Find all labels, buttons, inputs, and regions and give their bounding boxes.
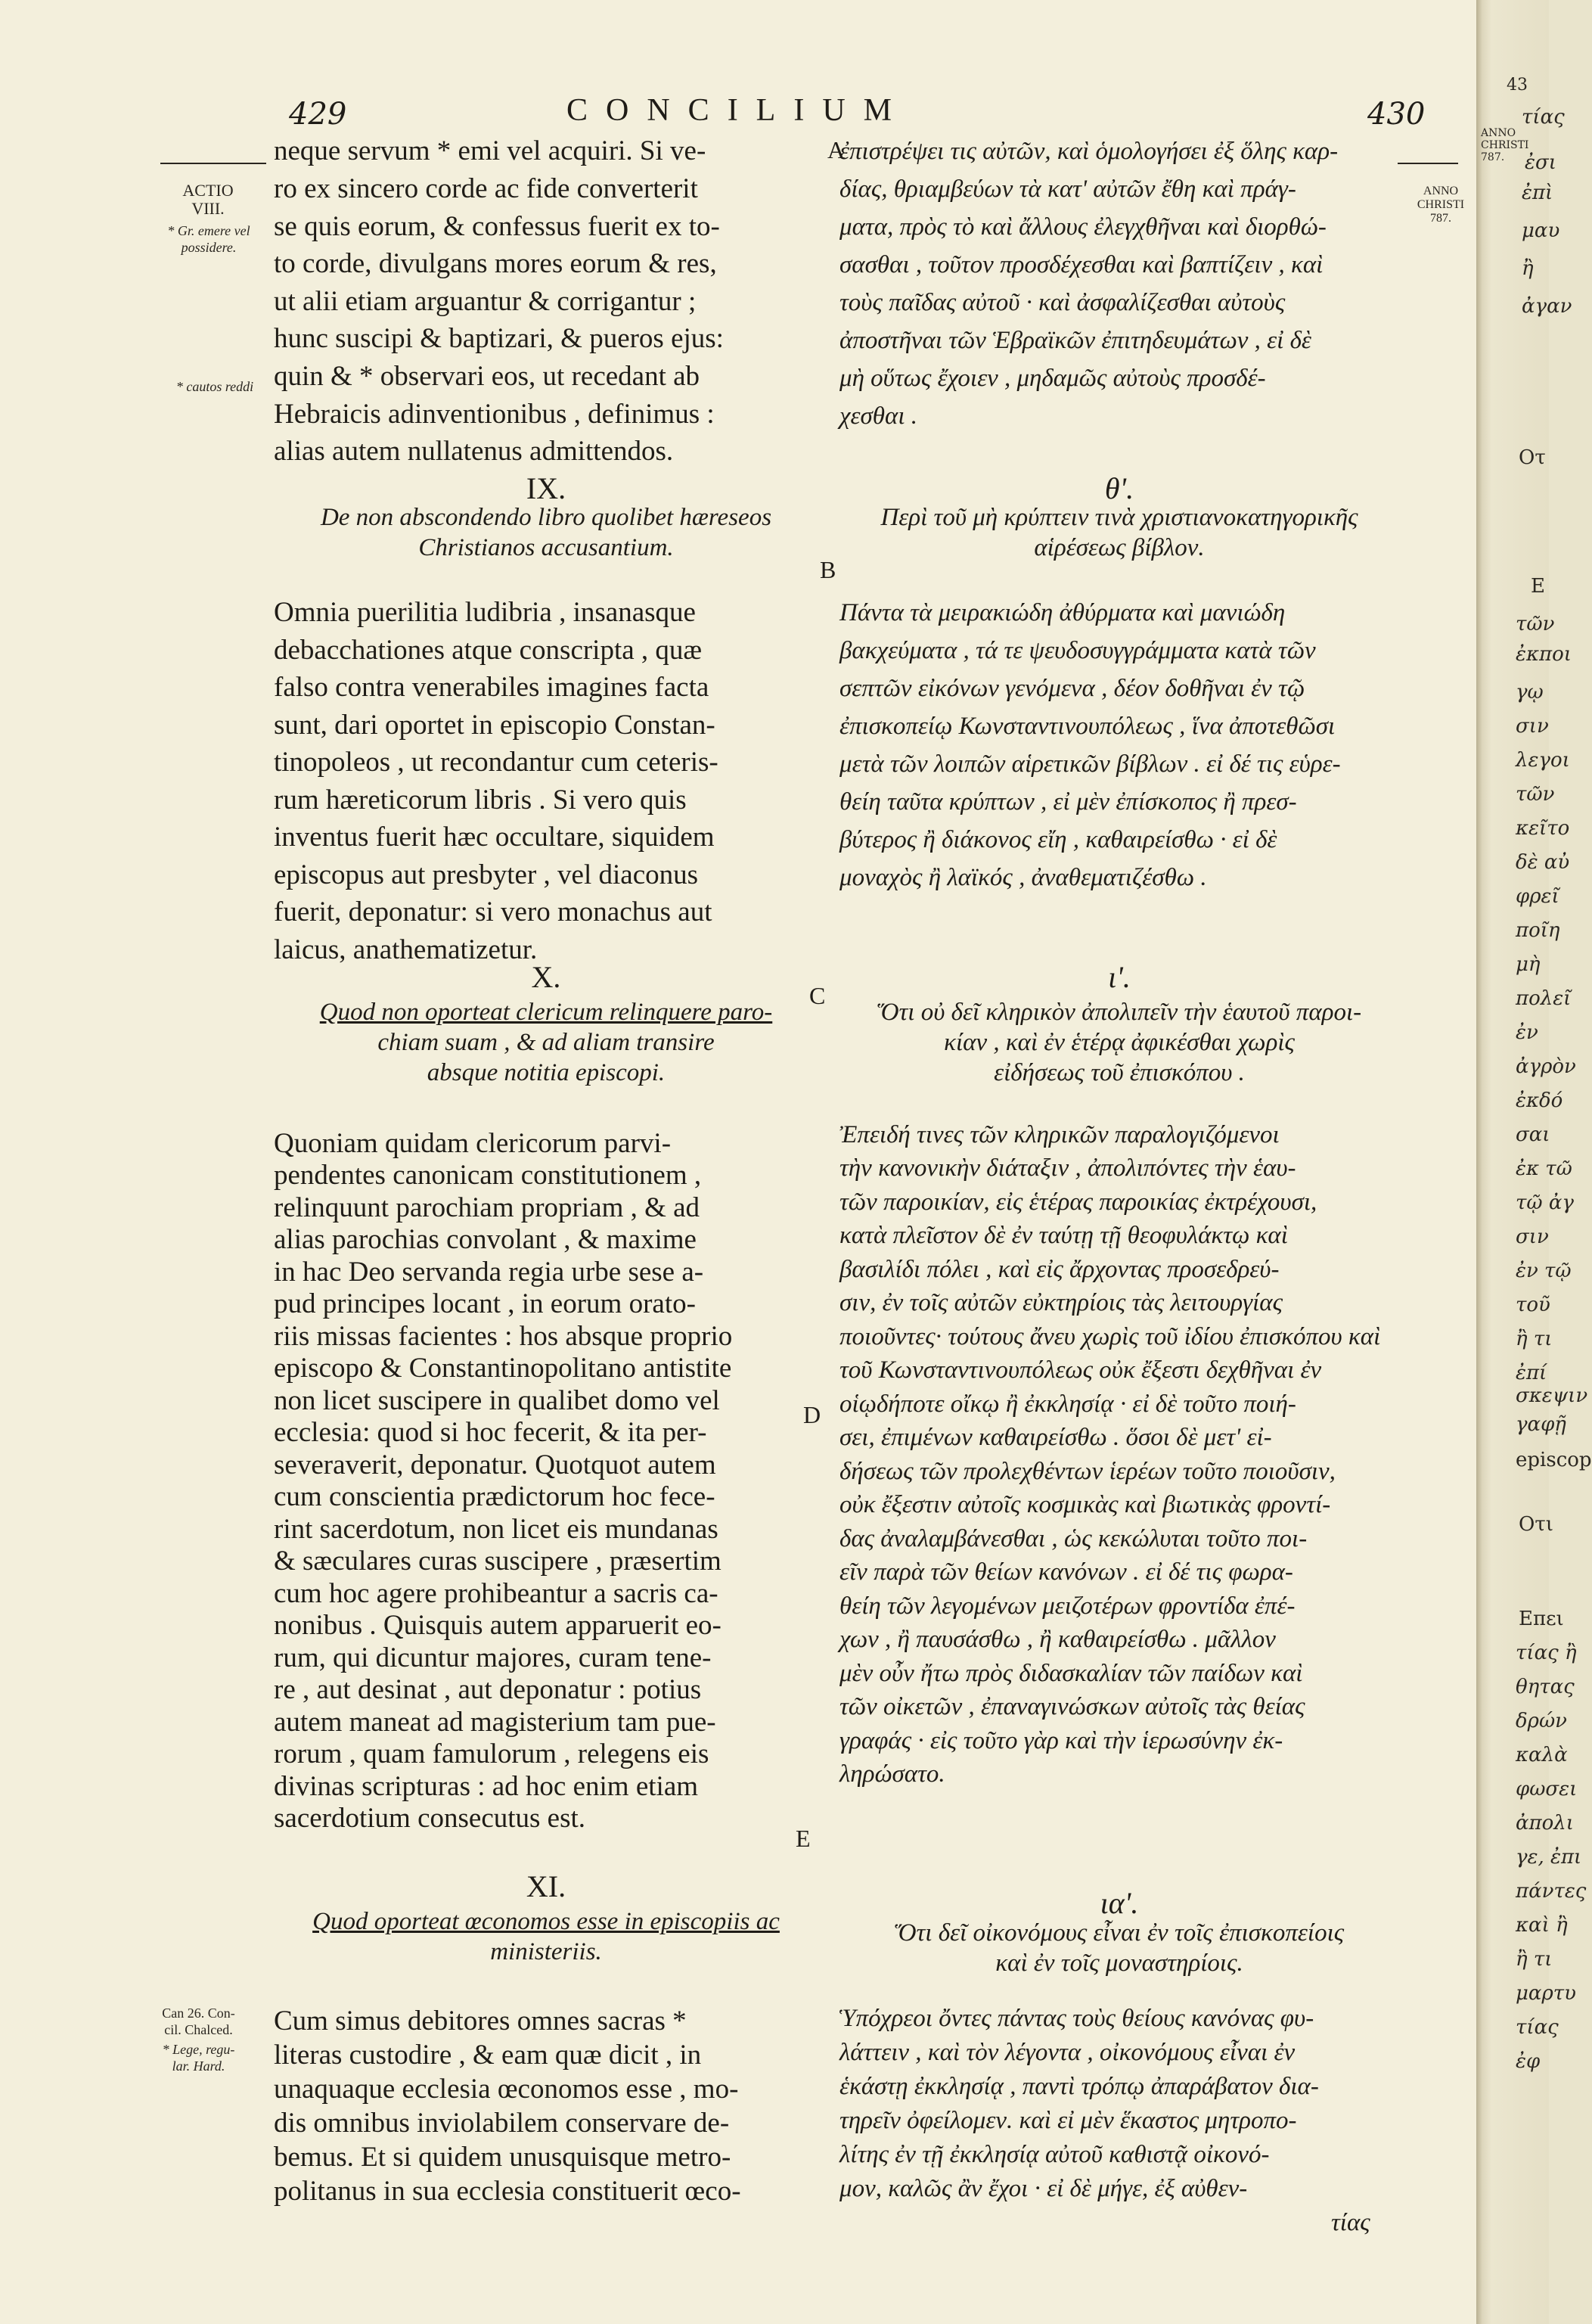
latin-line: neque servum * emi vel acquiri. Si ve- (274, 135, 706, 166)
latin-line: non licet suscipere in qualibet domo vel (274, 1385, 720, 1416)
latin-line: alias autem nullatenus admittendos. (274, 436, 674, 467)
next-page-text: ANNO (1481, 127, 1516, 139)
next-page-text: τοῦ (1516, 1294, 1550, 1316)
greek-line: μὲν οὖν ἤτω πρὸς διδασκαλίαν τῶν παίδων καὶ (839, 1660, 1303, 1687)
latin-line: hunc suscipi & baptizari, & pueros ejus: (274, 323, 724, 354)
greek-line: ἑκάστῃ ἐκκλησίᾳ , παντὶ τρόπῳ ἀπαράβατον δια- (839, 2073, 1319, 2100)
latin-line: pendentes canonicam constitutionem , (274, 1160, 702, 1191)
greek-line: τὴν κανονικὴν διάταξιν , ἀπολιπόντες τὴν ἑαυ- (839, 1154, 1296, 1182)
greek-line: τοὺς παῖδας αὐτοῦ · καὶ ἀσφαλίζεσθαι αὐτοὺς (839, 289, 1286, 316)
next-page-text: ἐπί (1516, 1362, 1547, 1384)
next-page-text: δὲ αὐ (1516, 851, 1570, 874)
next-page-text: λεγοι (1516, 749, 1570, 772)
latin-line: severaverit, deponatur. Quotquot autem (274, 1449, 716, 1480)
latin-line: Hebraicis adinventionibus , definimus : (274, 399, 715, 430)
next-page-text: φρεῖ (1516, 885, 1559, 908)
greek-line: εῖν παρὰ τῶν θείων κανόνων . εἰ δέ τις φωρα- (839, 1558, 1293, 1586)
next-page-text: τῶν (1516, 783, 1555, 806)
greek-line: βακχεύματα , τά τε ψευδοσυγγράμματα κατὰ τῶν (839, 637, 1316, 664)
margin-cautos: * cautos reddi (175, 379, 254, 394)
greek-line: μοναχὸς ἢ λαϊκός , ἀναθεματιζέσθω . (839, 864, 1207, 891)
section-letter-c: C (809, 982, 826, 1009)
next-page-text: 787. (1481, 151, 1505, 163)
running-title: CONCILIUM (566, 93, 910, 128)
greek-line: ματα, πρὸς τὸ καὶ ἄλλους ἐλεγχθῆναι καὶ διορθώ- (839, 213, 1327, 241)
next-page-text: Επει (1519, 1608, 1564, 1630)
page-number-right: 430 (1367, 97, 1426, 132)
latin-line: fuerit, deponatur: si vero monachus aut (274, 896, 712, 927)
next-page-text: μαυ (1522, 219, 1560, 242)
next-page-text: ἢ τι (1516, 1948, 1553, 1971)
greek-line: Ἐπειδή τινες τῶν κληρικῶν παραλογιζόμενοι (839, 1121, 1280, 1148)
section-letter-a: A (827, 136, 846, 163)
section-letter-e: E (796, 1825, 811, 1852)
greek-section-11-title: Ὅτι δεῖ οἰκονόμους εἶναι ἐν τοῖς ἐπισκοπείοις καὶ ἐν τοῖς μοναστηρίοις. (894, 1919, 1345, 1977)
next-page-text: ἢ (1522, 257, 1534, 280)
next-page-text: πάντες (1516, 1880, 1587, 1903)
next-page-text: episcop (1516, 1449, 1592, 1471)
next-page-text: ἢ τι (1516, 1328, 1553, 1350)
next-page-text: φωσει (1516, 1778, 1578, 1800)
latin-line: rorum , quam famulorum , relegens eis (274, 1738, 709, 1769)
latin-line: episcopus aut presbyter , vel diaconus (274, 859, 699, 890)
greek-line: ἐπισκοπείῳ Κωνσταντινουπόλεως , ἵνα ἀποτεθῶσι (839, 713, 1336, 740)
greek-section-10-number: ι'. (1108, 960, 1131, 994)
next-page-text: ἐκ τῶ (1516, 1157, 1572, 1180)
latin-line: Cum simus debitores omnes sacras * (274, 2006, 687, 2037)
next-page-text: Ε (1531, 575, 1545, 598)
greek-line: τίας (1331, 2209, 1370, 2236)
latin-line: in hac Deo servanda regia urbe sese a- (274, 1257, 704, 1288)
latin-column (274, 0, 818, 2324)
greek-line: τοῦ Κωνσταντινουπόλεως οὐκ ἔξεστι δεχθῆναι ἐν (839, 1356, 1322, 1384)
latin-line: rum, qui dicuntur majores, curam tene- (274, 1642, 712, 1673)
greek-line: μὴ οὕτως ἔχοιεν , μηδαμῶς αὐτοὺς προσδέ- (839, 365, 1266, 392)
next-page-text: ἐν (1516, 1021, 1538, 1044)
latin-line: divinas scripturas : ad hoc enim etiam (274, 1771, 699, 1802)
latin-line: cum hoc agere prohibeantur a sacris ca- (274, 1578, 718, 1609)
next-page-text: καὶ ἢ (1516, 1914, 1568, 1937)
latin-line: unaquaque ecclesia œconomos esse , mo- (274, 2074, 739, 2105)
latin-line: episcopo & Constantinopolitano antistite (274, 1353, 732, 1384)
latin-line: laicus, anathematizetur. (274, 934, 538, 965)
next-page-text: τίας ἢ (1516, 1642, 1577, 1664)
latin-line: ecclesia: quod si hoc fecerit, & ita per- (274, 1417, 707, 1448)
greek-line: θείη τῶν λεγομένων μειζοτέρων φροντίδα ἐπέ- (839, 1592, 1296, 1620)
next-page-text: σαι (1516, 1123, 1550, 1146)
latin-line: Quoniam quidam clericorum parvi- (274, 1128, 672, 1159)
next-page-text: δρών (1516, 1710, 1567, 1732)
greek-section-9-title: Περὶ τοῦ μὴ κρύπτειν τινὰ χριστιανοκατηγορικῆς αἱρέσεως βίβλον. (880, 504, 1358, 561)
section-letter-d: D (803, 1401, 821, 1428)
greek-line: σιν, ἐν τοῖς αὐτῶν εὐκτηρίοις τὰς λειτουργίας (839, 1289, 1283, 1316)
latin-section-10-title: Quod non oporteat clericum relinquere paro- chiam suam , & ad aliam transire absque notitia episcopi. (319, 999, 773, 1086)
latin-line: quin & * observari eos, ut recedant ab (274, 361, 700, 392)
greek-line: βύτερος ἢ διάκονος εἴη , καθαιρείσθω · εἰ δὲ (839, 826, 1277, 853)
latin-line: re , aut desinat , aut deponatur : potius (274, 1674, 702, 1705)
latin-line: riis missas facientes : hos absque proprio (274, 1321, 733, 1352)
next-page-text: καλὰ (1516, 1744, 1568, 1766)
page-number-left: 429 (289, 97, 347, 132)
latin-line: ut alii etiam arguantur & corrigantur ; (274, 286, 697, 317)
greek-line: γραφάς · εἰς τοῦτο γὰρ καὶ τὴν ἱερωσύνην ἐκ- (839, 1727, 1283, 1754)
greek-line: ἐπιστρέψει τις αὐτῶν, καὶ ὁμολογήσει ἐξ ὅλης καρ- (839, 138, 1339, 165)
latin-section-11-title: Quod oporteat œconomos esse in episcopiis ac ministeriis. (312, 1908, 780, 1965)
greek-line: τηρεῖν ὀφείλομεν. καὶ εἰ μὲν ἕκαστος μητροπο- (839, 2107, 1297, 2134)
next-page-text: ἀγαν (1522, 295, 1572, 318)
margin-anno: ANNO CHRISTI 787. (1417, 185, 1465, 225)
latin-section-11-number: XI. (526, 1869, 566, 1903)
margin-canon-note: Can 26. Con- cil. Chalced. (162, 2006, 235, 2037)
latin-line: inventus fuerit hæc occultare, siquidem (274, 822, 715, 853)
latin-section-9-title: De non abscondendo libro quolibet hæreseos Christianos accusantium. (320, 504, 772, 561)
next-page-text: γῳ (1516, 681, 1544, 704)
margin-lege-note: * Lege, regu- lar. Hard. (162, 2042, 235, 2074)
greek-line: δίας, θριαμβεύων τὰ κατ' αὐτῶν ἔθη καὶ πράγ- (839, 176, 1296, 203)
next-page-text: σιν (1516, 1226, 1549, 1248)
greek-line: μετὰ τῶν λοιπῶν αἱρετικῶν βίβλων . εἰ δέ τις εὑρε- (839, 750, 1341, 778)
latin-line: sunt, dari oportet in episcopio Constan- (274, 710, 715, 741)
latin-line: cum conscientia prædictorum hoc fece- (274, 1481, 715, 1512)
next-page-text: ποῖη (1516, 919, 1560, 942)
latin-line: autem maneat ad magisterium tam pue- (274, 1707, 716, 1738)
greek-line: σασθαι , τοῦτον προσδέχεσθαι καὶ βαπτίζειν , καὶ (839, 251, 1324, 278)
greek-line: σει, ἐπιμένων καθαιρείσθω . ὅσοι δὲ μετ' εἰ- (839, 1424, 1272, 1451)
greek-section-10-title: Ὅτι οὐ δεῖ κληρικὸν ἀπολιπεῖν τὴν ἑαυτοῦ παροι- κίαν , καὶ ἐν ἑτέρᾳ ἀφικέσθαι χωρὶς εἰδήσεως τοῦ ἐπισκόπου . (877, 999, 1362, 1086)
latin-line: se quis eorum, & confessus fuerit ex to- (274, 211, 720, 242)
next-page-text: CHRISTI (1481, 139, 1529, 151)
greek-line: χων , ἢ παυσάσθω , ἢ καθαιρείσθω . μᾶλλον (839, 1626, 1276, 1653)
latin-line: ro ex sincero corde ac fide converterit (274, 173, 698, 204)
next-page-text: Οτι (1519, 1513, 1553, 1536)
latin-line: dis omnibus inviolabilem conservare de- (274, 2108, 730, 2139)
greek-line: Ὑπόχρεοι ὄντες πάντας τοὺς θείους κανόνας φυ- (839, 2005, 1314, 2032)
latin-line: to corde, divulgans mores eorum & res, (274, 248, 717, 279)
greek-line: Πάντα τὰ μειρακιώδη ἀθύρματα καὶ μανιώδη (839, 599, 1286, 626)
next-page-text: κεῖτο (1516, 817, 1570, 840)
next-page-text: ἐκδό (1516, 1089, 1563, 1112)
greek-line: μον, καλῶς ἂν ἔχοι · εἰ δὲ μήγε, ἐξ αὐθεν- (839, 2175, 1248, 2202)
next-page-text: τῷ ἀγ (1516, 1192, 1574, 1214)
next-page-text: τίας (1516, 2016, 1559, 2039)
greek-line: ἀποστῆναι τῶν Ἑβραϊκῶν ἐπιτηδευμάτων , εἰ δὲ (839, 327, 1311, 354)
next-page-text: πολεῖ (1516, 987, 1572, 1010)
greek-line: λίτης ἐν τῇ ἐκκλησίᾳ αὐτοῦ καθιστᾷ οἰκονό- (839, 2141, 1270, 2168)
next-page-text: γε, ἐπι (1516, 1846, 1582, 1869)
greek-line: ποιοῦντες· τούτους ἄνευ χωρὶς τοῦ ἰδίου ἐπισκόπου καὶ (839, 1323, 1381, 1350)
latin-line: politanus in sua ecclesia constituerit œco- (274, 2176, 741, 2207)
next-page-text: μὴ (1516, 953, 1541, 976)
greek-line: κατὰ πλεῖστον δὲ ἐν ταύτῃ τῇ θεοφυλάκτῳ καὶ (839, 1222, 1288, 1249)
greek-line: τῶν οἰκετῶν , ἐπαναγινώσκων αὐτοῖς τὰς θείας (839, 1693, 1305, 1720)
greek-line: οὐκ ἔξεστιν αὐτοῖς κοσμικὰς καὶ βιωτικὰς φροντί- (839, 1491, 1331, 1518)
next-page-text: ἐκποι (1516, 643, 1572, 666)
next-page-text: ἐφ (1516, 2050, 1541, 2073)
latin-line: tinopoleos , ut recondantur cum ceteris- (274, 747, 718, 778)
latin-line: sacerdotium consecutus est. (274, 1803, 586, 1834)
greek-section-9-number: θ'. (1104, 471, 1134, 505)
greek-line: χεσθαι . (839, 402, 917, 430)
next-page-text: Οτ (1519, 446, 1546, 469)
latin-line: debacchationes atque conscripta , quæ (274, 635, 703, 666)
next-page-text: ἐν τῷ (1516, 1260, 1572, 1282)
latin-line: pud principes locant , in eorum orato- (274, 1288, 696, 1319)
next-page-text: μαρτυ (1516, 1982, 1576, 2005)
next-page-number: 43 (1507, 76, 1528, 95)
greek-line: οἱῳδήποτε οἴκῳ ἢ ἐκκλησίᾳ · εἰ δὲ τοῦτο ποιή- (839, 1390, 1296, 1418)
next-page-edge (1476, 0, 1592, 2324)
next-page-text: ἀπολι (1516, 1812, 1574, 1835)
latin-section-9-number: IX. (526, 471, 566, 505)
latin-section-10-number: X. (531, 960, 561, 994)
greek-line: δας ἀναλαμβάνεσθαι , ὡς κεκώλυται τοῦτο ποι- (839, 1525, 1308, 1552)
greek-line: δήσεως τῶν προλεχθέντων ἱερέων τοῦτο ποιοῦσιν, (839, 1458, 1336, 1485)
latin-line: bemus. Et si quidem unusquisque metro- (274, 2142, 731, 2173)
next-page-text: τίας (1522, 106, 1565, 129)
margin-rule-right (1398, 163, 1458, 164)
latin-line: rum hæreticorum libris . Si vero quis (274, 785, 687, 816)
next-page-text: σιν (1516, 715, 1549, 738)
latin-line: relinquunt parochiam propriam , & ad (274, 1192, 700, 1223)
latin-line: falso contra venerabiles imagines facta (274, 672, 709, 703)
section-letter-b: B (820, 556, 836, 583)
greek-line: ληρώσατο. (839, 1760, 945, 1788)
latin-line: & sæculares curas suscipere , præsertim (274, 1546, 722, 1577)
greek-line: βασιλίδι πόλει , καὶ εἰς ἄρχοντας προσεδρεύ- (839, 1256, 1280, 1283)
latin-line: rint sacerdotum, non licet eis mundanas (274, 1514, 718, 1545)
next-page-text: ἐσι (1525, 151, 1556, 174)
greek-line: σεπτῶν εἰκόνων γενόμενα , δέον δοθῆναι ἐν τῷ (839, 675, 1305, 702)
greek-section-11-number: ια'. (1100, 1886, 1139, 1920)
greek-line: λάττειν , καὶ τὸν λέγοντα , οἰκονόμους εἶναι ἐν (839, 2039, 1296, 2066)
greek-line: τῶν παροικίαν, εἰς ἑτέρας παροικίας ἐκτρέχουσι, (839, 1188, 1317, 1216)
margin-actio: ACTIO VIII. (182, 181, 234, 218)
latin-line: nonibus . Quisquis autem apparuerit eo- (274, 1610, 722, 1641)
margin-gr-emere: * Gr. emere vel possidere. (167, 223, 250, 255)
next-page-text: σκεψιν (1516, 1384, 1588, 1407)
latin-line: Omnia puerilitia ludibria , insanasque (274, 597, 696, 628)
next-page-text: ἐπὶ (1522, 182, 1553, 204)
latin-line: alias parochias convolant , & maxime (274, 1224, 697, 1255)
greek-line: θείη ταῦτα κρύπτων , εἰ μὲν ἐπίσκοπος ἢ πρεσ- (839, 788, 1297, 816)
greek-column (839, 0, 1399, 2324)
margin-rule (160, 163, 266, 164)
next-page-text: θητας (1516, 1676, 1575, 1698)
next-page-text: τῶν (1516, 613, 1555, 635)
next-page-text: ἀγρὸν (1516, 1055, 1576, 1078)
latin-line: literas custodire , & eam quæ dicit , in (274, 2040, 702, 2071)
next-page-text: γαφῇ (1516, 1413, 1566, 1436)
